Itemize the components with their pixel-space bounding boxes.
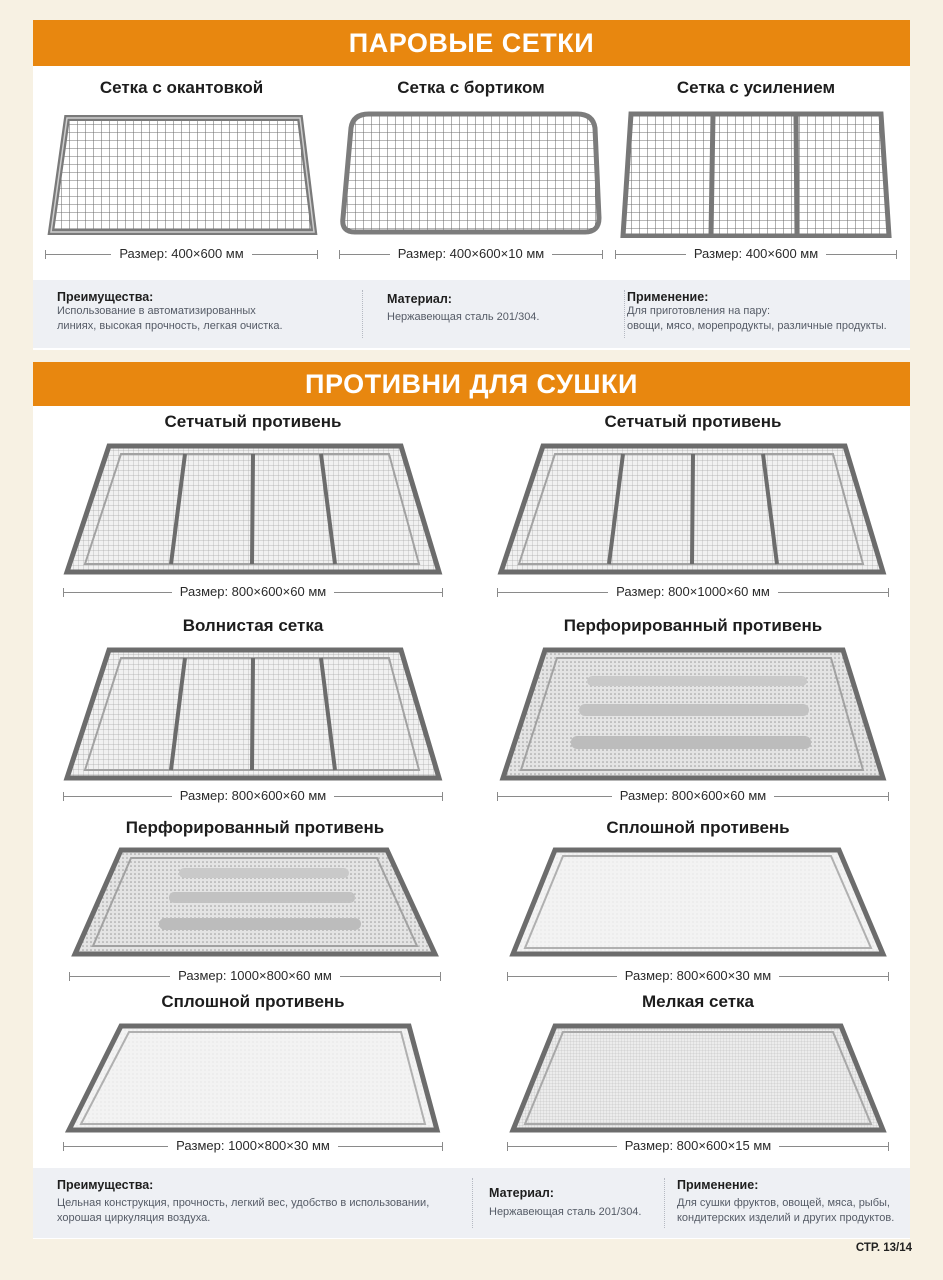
product-title: Перфорированный противень <box>563 616 823 635</box>
drying-trays-banner: ПРОТИВНИ ДЛЯ СУШКИ <box>33 362 910 406</box>
product-solid-tray-2 <box>63 992 443 1162</box>
usage-text-line: Для сушки фруктов, овощей, мяса, рыбы, <box>677 1197 890 1209</box>
product-size: Размер: 800×600×15 мм <box>617 1138 779 1154</box>
product-size: Размер: 400×600 мм <box>111 246 251 262</box>
product-size: Размер: 800×600×60 мм <box>612 788 774 804</box>
product-wavy-mesh <box>63 616 443 806</box>
product-title: Сплошной противень <box>161 992 345 1011</box>
drying-info-bar <box>33 1168 910 1238</box>
product-edged-grid <box>45 78 318 278</box>
product-perforated-tray-2 <box>69 818 441 990</box>
steam-grids-section <box>33 20 910 350</box>
size-dimension-line <box>615 246 897 262</box>
solid-tray-image <box>507 844 889 960</box>
product-fine-mesh <box>507 992 889 1162</box>
advantages-text-line: линиях, высокая прочность, легкая очистка. <box>57 320 283 332</box>
steam-grids-banner: ПАРОВЫЕ СЕТКИ <box>33 20 910 66</box>
advantages-title: Преимущества: <box>57 290 154 304</box>
product-size: Размер: 400×600 мм <box>686 246 826 262</box>
usage-title: Применение: <box>627 290 709 304</box>
product-title: Сетчатый противень <box>164 412 342 431</box>
advantages-block <box>33 280 363 348</box>
size-dimension-line <box>497 788 889 804</box>
product-title: Мелкая сетка <box>642 992 754 1011</box>
size-dimension-line <box>45 246 318 262</box>
product-title: Сетка с усилением <box>676 78 836 97</box>
material-text: Нержавеющая сталь 201/304. <box>489 1206 642 1218</box>
rimmed-mesh-grid-image <box>339 108 603 238</box>
advantages-text-line: Цельная конструкция, прочность, легкий вес, удобство в использовании, <box>57 1197 430 1209</box>
advantages-text-line: Использование в автоматизированных <box>57 305 256 317</box>
product-size: Размер: 800×600×60 мм <box>172 584 334 600</box>
product-title: Сетчатый противень <box>604 412 782 431</box>
wavy-mesh-tray-image <box>63 644 443 784</box>
advantages-title: Преимущества: <box>57 1178 154 1192</box>
usage-text-line: Для приготовления на пару: <box>627 305 771 317</box>
page-number: СТР. 13/14 <box>855 1242 912 1254</box>
product-size: Размер: 800×600×60 мм <box>172 788 334 804</box>
product-size: Размер: 800×600×30 мм <box>617 968 779 984</box>
size-dimension-line <box>63 1138 443 1154</box>
advantages-block <box>33 1168 473 1238</box>
material-block <box>473 1168 665 1238</box>
product-perforated-tray-1 <box>497 616 889 806</box>
material-title: Материал: <box>489 1186 554 1200</box>
edged-mesh-grid-image <box>45 108 318 238</box>
product-mesh-tray-1 <box>63 412 443 600</box>
product-solid-tray-1 <box>507 818 889 990</box>
usage-title: Применение: <box>677 1178 759 1192</box>
mesh-tray-4-sections-image <box>63 440 443 578</box>
mesh-tray-4-sections-image <box>497 440 889 578</box>
size-dimension-line <box>69 968 441 984</box>
size-dimension-line <box>507 1138 889 1154</box>
usage-text-line: овощи, мясо, морепродукты, различные продукты. <box>627 320 887 332</box>
usage-block <box>625 280 910 348</box>
product-title: Волнистая сетка <box>182 616 324 635</box>
perforated-tray-image <box>497 644 889 784</box>
product-size: Размер: 400×600×10 мм <box>390 246 552 262</box>
perforated-tray-image <box>69 844 441 960</box>
product-size: Размер: 1000×800×30 мм <box>168 1138 338 1154</box>
solid-tray-image <box>63 1020 443 1136</box>
size-dimension-line <box>497 584 889 600</box>
size-dimension-line <box>507 968 889 984</box>
product-title: Перфорированный противень <box>125 818 385 837</box>
usage-text-line: кондитерских изделий и других продуктов. <box>677 1212 895 1224</box>
product-title: Сетка с окантовкой <box>99 78 264 97</box>
product-size: Размер: 800×1000×60 мм <box>608 584 778 600</box>
size-dimension-line <box>339 246 603 262</box>
reinforced-mesh-grid-image <box>615 108 897 238</box>
product-mesh-tray-2 <box>497 412 889 600</box>
fine-mesh-tray-image <box>507 1020 889 1136</box>
size-dimension-line <box>63 788 443 804</box>
product-size: Размер: 1000×800×60 мм <box>170 968 340 984</box>
steam-info-bar <box>33 280 910 348</box>
material-block <box>363 280 625 348</box>
product-reinforced-grid <box>615 78 897 278</box>
usage-block <box>665 1168 910 1238</box>
material-title: Материал: <box>387 292 452 306</box>
product-title: Сплошной противень <box>606 818 790 837</box>
size-dimension-line <box>63 584 443 600</box>
drying-trays-section <box>33 362 910 1239</box>
product-rimmed-grid <box>339 78 603 278</box>
product-title: Сетка с бортиком <box>397 78 545 97</box>
advantages-text-line: хорошая циркуляция воздуха. <box>57 1212 211 1224</box>
material-text: Нержавеющая сталь 201/304. <box>387 311 540 323</box>
